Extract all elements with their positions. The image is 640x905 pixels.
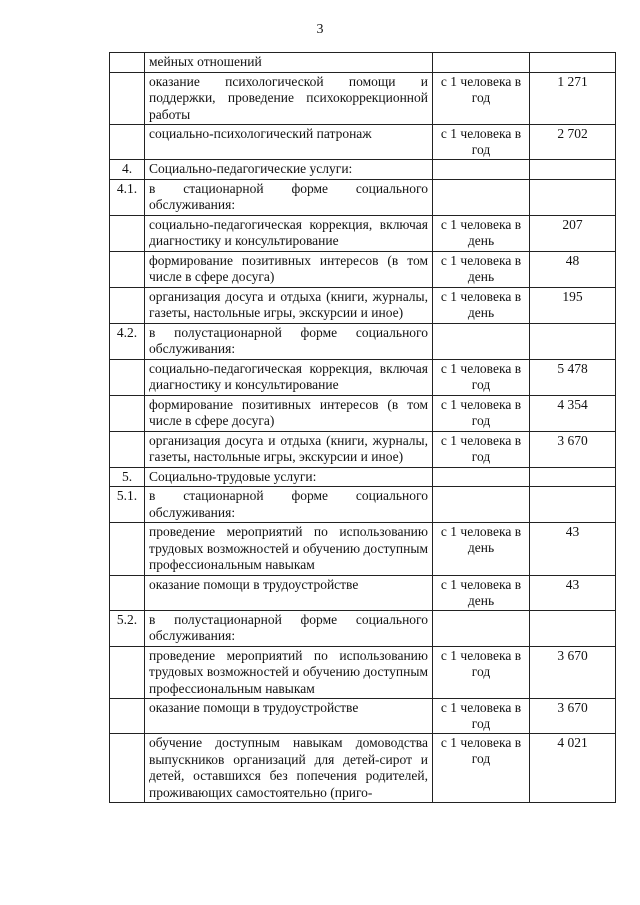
tariff-table [109,52,616,803]
tariff-value [530,179,616,215]
table-row [110,395,616,431]
service-description: Социально-трудовые услуги: [145,467,433,487]
unit-of-measure: с 1 человека в год [433,72,530,125]
service-description: организация досуга и отдыха (книги, журналы, газеты, настольные игры, экскурсии и иное) [145,287,433,323]
service-description: социально-психологический патронаж [145,125,433,160]
tariff-value: 207 [530,215,616,251]
service-description: проведение мероприятий по использованию трудовых возможностей и обучению доступным профессиональным навыкам [145,646,433,699]
tariff-value: 4 354 [530,395,616,431]
unit-of-measure [433,610,530,646]
tariff-value: 2 702 [530,125,616,160]
row-number: 4.1. [110,179,145,215]
row-number [110,734,145,803]
table-row [110,323,616,359]
tariff-value: 1 271 [530,72,616,125]
table-row [110,160,616,180]
unit-of-measure: с 1 человека в год [433,395,530,431]
table-row [110,215,616,251]
table-row [110,467,616,487]
unit-of-measure [433,323,530,359]
unit-of-measure [433,467,530,487]
table-row [110,179,616,215]
service-description: проведение мероприятий по использованию трудовых возможностей и обучению доступным профессиональным навыкам [145,523,433,576]
tariff-value: 48 [530,251,616,287]
service-description: Социально-педагогические услуги: [145,160,433,180]
page-number: 3 [316,22,324,37]
service-description: оказание помощи в трудоустройстве [145,699,433,734]
row-number [110,287,145,323]
table-row [110,359,616,395]
unit-of-measure: с 1 человека в год [433,431,530,467]
service-description: социально-педагогическая коррекция, включая диагностику и консультирование [145,359,433,395]
tariff-value: 3 670 [530,646,616,699]
unit-of-measure [433,487,530,523]
service-description: в полустационарной форме социального обслуживания: [145,323,433,359]
unit-of-measure: с 1 человека в день [433,575,530,610]
row-number [110,699,145,734]
service-description: в стационарной форме социального обслуживания: [145,179,433,215]
unit-of-measure: с 1 человека в год [433,699,530,734]
service-description: формирование позитивных интересов (в том числе в сфере досуга) [145,251,433,287]
table-row [110,646,616,699]
table-row [110,431,616,467]
row-number [110,646,145,699]
row-number: 4. [110,160,145,180]
row-number [110,72,145,125]
unit-of-measure: с 1 человека в день [433,251,530,287]
service-description: организация досуга и отдыха (книги, журналы, газеты, настольные игры, экскурсии и иное) [145,431,433,467]
unit-of-measure: с 1 человека в год [433,359,530,395]
unit-of-measure: с 1 человека в день [433,215,530,251]
unit-of-measure: с 1 человека в день [433,287,530,323]
tariff-value [530,53,616,73]
table-row [110,72,616,125]
row-number: 4.2. [110,323,145,359]
table-row [110,610,616,646]
table-row [110,575,616,610]
tariff-value [530,160,616,180]
tariff-value: 3 670 [530,699,616,734]
tariff-value: 3 670 [530,431,616,467]
tariff-value: 4 021 [530,734,616,803]
unit-of-measure [433,179,530,215]
tariff-value: 5 478 [530,359,616,395]
row-number [110,359,145,395]
tariff-value: 43 [530,575,616,610]
row-number [110,431,145,467]
row-number [110,215,145,251]
unit-of-measure [433,160,530,180]
row-number [110,251,145,287]
table-row [110,125,616,160]
tariff-value [530,610,616,646]
table-row [110,53,616,73]
tariff-value: 195 [530,287,616,323]
unit-of-measure [433,53,530,73]
service-description: мейных отношений [145,53,433,73]
unit-of-measure: с 1 человека в год [433,734,530,803]
tariff-value [530,487,616,523]
row-number [110,125,145,160]
row-number [110,575,145,610]
row-number [110,53,145,73]
service-description: оказание помощи в трудоустройстве [145,575,433,610]
row-number [110,523,145,576]
table-row [110,487,616,523]
service-description: оказание психологической помощи и поддержки, проведение психокоррекционной работы [145,72,433,125]
table-row [110,699,616,734]
tariff-value: 43 [530,523,616,576]
row-number: 5. [110,467,145,487]
row-number: 5.1. [110,487,145,523]
row-number: 5.2. [110,610,145,646]
table-row [110,734,616,803]
service-description: социально-педагогическая коррекция, включая диагностику и консультирование [145,215,433,251]
table-row [110,523,616,576]
service-description: в полустационарной форме социального обслуживания: [145,610,433,646]
table-row [110,287,616,323]
service-description: в стационарной форме социального обслуживания: [145,487,433,523]
row-number [110,395,145,431]
service-description: обучение доступным навыкам домоводства выпускников организаций для детей-сирот и детей, оставшихся без попечения родителей, проживающих самостоятельно (приго- [145,734,433,803]
tariff-value [530,467,616,487]
table-row [110,251,616,287]
service-description: формирование позитивных интересов (в том числе в сфере досуга) [145,395,433,431]
unit-of-measure: с 1 человека в год [433,125,530,160]
unit-of-measure: с 1 человека в день [433,523,530,576]
tariff-value [530,323,616,359]
unit-of-measure: с 1 человека в год [433,646,530,699]
